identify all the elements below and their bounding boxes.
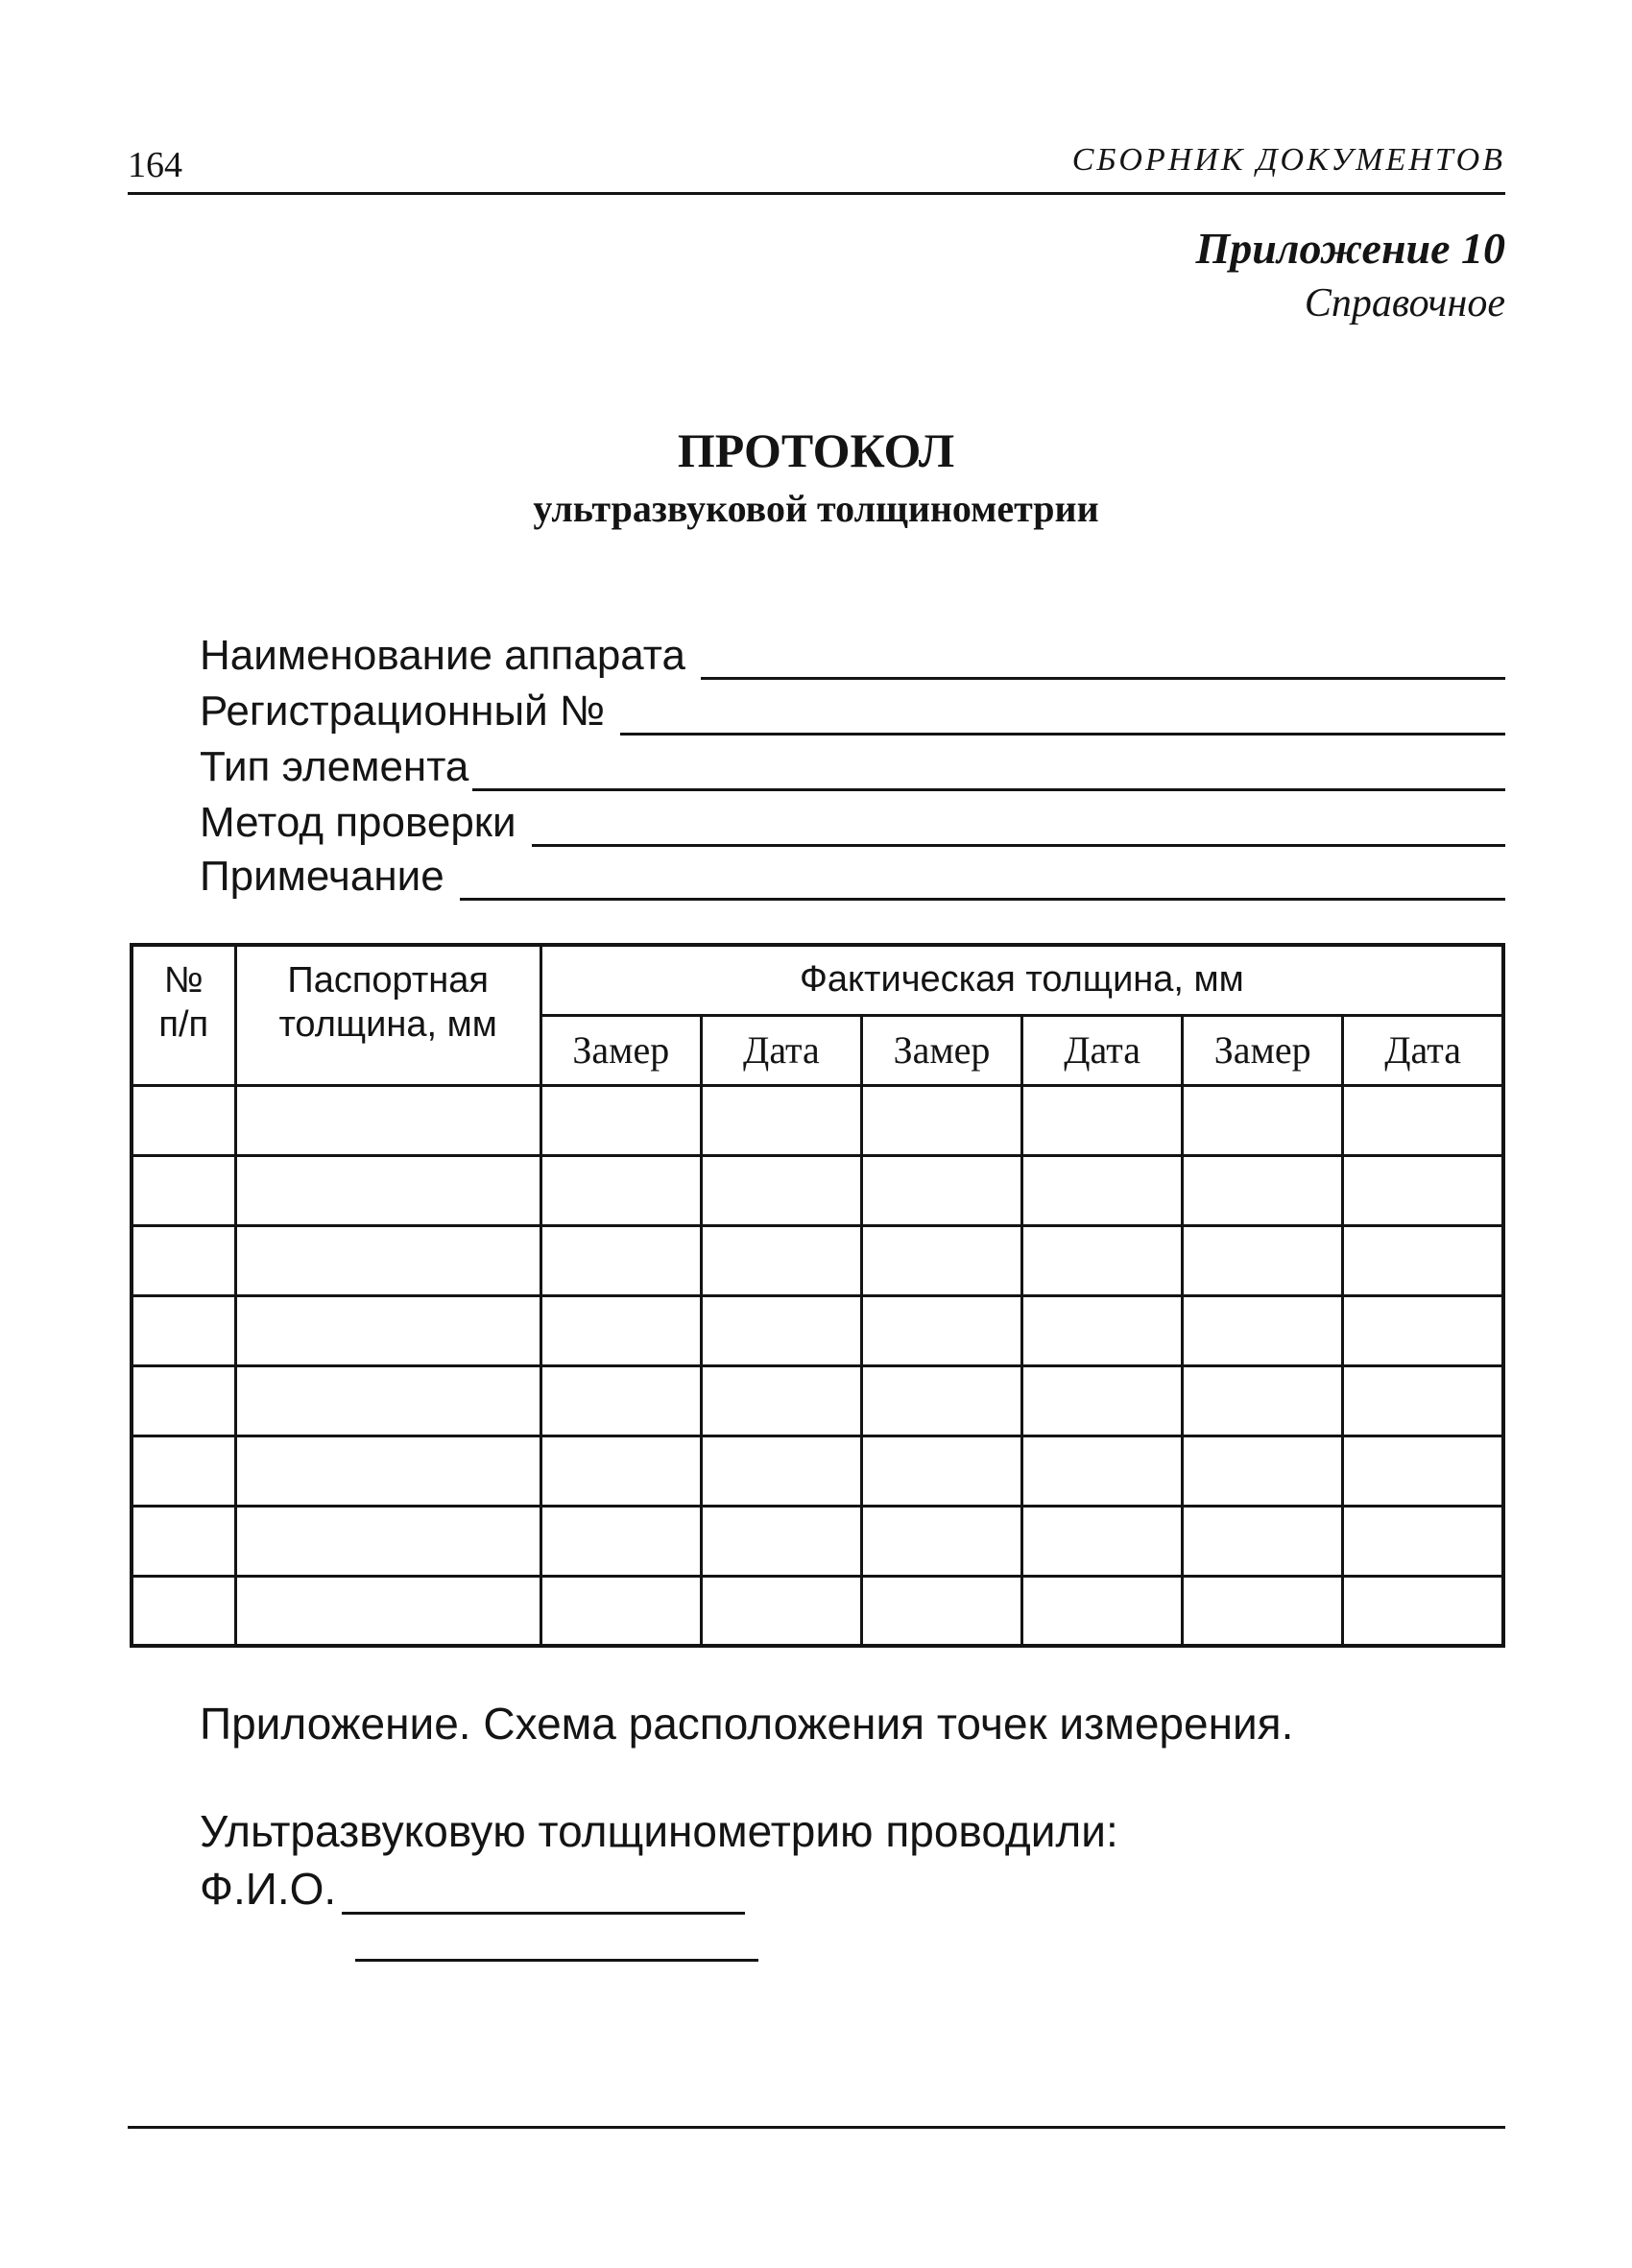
subheader-measurement: Замер [540,1015,701,1085]
table-cell[interactable] [1022,1506,1183,1576]
table-cell[interactable] [1343,1225,1503,1295]
table-cell[interactable] [540,1085,701,1155]
table-row [132,1295,1503,1365]
field-input-line[interactable] [620,690,1505,736]
table-cell[interactable] [1183,1506,1343,1576]
table-row [132,1225,1503,1295]
document-subtitle: ультразвуковой толщинометрии [533,487,1099,530]
table-cell[interactable] [540,1436,701,1506]
table-cell[interactable] [1183,1576,1343,1646]
subheader-measurement: Замер [1183,1015,1343,1085]
table-cell[interactable] [235,1295,540,1365]
field-label: Тип элемента [200,743,469,790]
field-registration-number [200,684,1505,736]
header-actual-thickness: Фактическая толщина, мм [540,945,1503,1015]
field-input-line[interactable] [472,746,1505,791]
table-cell[interactable] [861,1576,1021,1646]
field-input-line[interactable] [460,856,1505,901]
table-cell[interactable] [1022,1576,1183,1646]
table-cell[interactable] [1343,1506,1503,1576]
table-cell[interactable] [235,1576,540,1646]
table-cell[interactable] [701,1295,861,1365]
table-cell[interactable] [1343,1155,1503,1225]
field-label: Регистрационный № [200,688,606,735]
table-cell[interactable] [1183,1436,1343,1506]
table-cell[interactable] [540,1225,701,1295]
table-cell[interactable] [540,1295,701,1365]
header-number-line1: № [163,960,204,1001]
table-body [132,1085,1503,1646]
table-cell[interactable] [132,1155,235,1225]
table-cell[interactable] [235,1436,540,1506]
performed-by-label: Ультразвуковую толщинометрию проводили: [200,1806,1118,1856]
table-row [132,1155,1503,1225]
table-cell[interactable] [1022,1085,1183,1155]
table-row [132,1506,1503,1576]
field-label: Наименование аппарата [200,632,685,679]
table-cell[interactable] [235,1155,540,1225]
field-test-method [200,795,1505,847]
table-cell[interactable] [1343,1365,1503,1436]
header-passport-line2: толщина, мм [278,1004,497,1045]
table-cell[interactable] [861,1365,1021,1436]
table-cell[interactable] [1022,1295,1183,1365]
footer-rule [128,2126,1505,2129]
table-cell[interactable] [1343,1436,1503,1506]
table-cell[interactable] [1022,1365,1183,1436]
table-cell[interactable] [701,1436,861,1506]
appendix-type: Справочное [1304,281,1505,326]
page-number: 164 [128,145,182,185]
table-cell[interactable] [701,1155,861,1225]
table-cell[interactable] [861,1085,1021,1155]
table-cell[interactable] [235,1085,540,1155]
table-cell[interactable] [235,1225,540,1295]
thickness-table [130,943,1505,1648]
table-cell[interactable] [861,1295,1021,1365]
fio-input-line[interactable] [342,1866,745,1915]
header-passport-line1: Паспортная [287,960,489,1001]
table-cell[interactable] [701,1225,861,1295]
subheader-date: Дата [1343,1015,1503,1085]
fio-label: Ф.И.О. [200,1864,337,1914]
table-cell[interactable] [235,1506,540,1576]
table-header-row [132,945,1503,1015]
table-cell[interactable] [132,1295,235,1365]
table-cell[interactable] [235,1365,540,1436]
table-cell[interactable] [132,1576,235,1646]
table-cell[interactable] [132,1436,235,1506]
document-title: ПРОТОКОЛ [677,423,955,477]
field-input-line[interactable] [701,635,1505,680]
field-label: Примечание [200,853,444,900]
table-cell[interactable] [540,1365,701,1436]
running-head: СБОРНИК ДОКУМЕНТОВ [1071,142,1505,178]
attachment-note: Приложение. Схема расположения точек измерения. [200,1699,1294,1749]
table-cell[interactable] [701,1506,861,1576]
table-cell[interactable] [132,1225,235,1295]
second-signature-line[interactable] [355,1959,758,1962]
table-cell[interactable] [701,1085,861,1155]
table-cell[interactable] [540,1576,701,1646]
table-cell[interactable] [861,1506,1021,1576]
table-cell[interactable] [1183,1155,1343,1225]
table-row [132,1576,1503,1646]
table-cell[interactable] [861,1436,1021,1506]
table-cell[interactable] [861,1155,1021,1225]
table-cell[interactable] [701,1576,861,1646]
table-cell[interactable] [540,1155,701,1225]
field-label: Метод проверки [200,799,516,846]
fio-field [200,1861,745,1915]
appendix-label: Приложение 10 [1195,224,1505,273]
table-cell[interactable] [540,1506,701,1576]
table-cell[interactable] [1022,1225,1183,1295]
field-element-type [200,739,1505,791]
header-rule [128,192,1505,195]
field-input-line[interactable] [532,802,1505,847]
table-cell[interactable] [132,1365,235,1436]
field-apparatus-name [200,628,1505,680]
header-number [132,945,235,1085]
table-row [132,1365,1503,1436]
table-cell[interactable] [1022,1436,1183,1506]
subheader-date: Дата [701,1015,861,1085]
table-cell[interactable] [1183,1295,1343,1365]
table-row [132,1436,1503,1506]
table-cell[interactable] [1343,1295,1503,1365]
table-cell[interactable] [1183,1225,1343,1295]
header-passport-thickness [235,945,540,1085]
table-cell[interactable] [1343,1576,1503,1646]
subheader-date: Дата [1022,1015,1183,1085]
table-cell[interactable] [1183,1365,1343,1436]
table-cell[interactable] [701,1365,861,1436]
table-cell[interactable] [132,1085,235,1155]
table-cell[interactable] [1183,1085,1343,1155]
table-cell[interactable] [861,1225,1021,1295]
table-cell[interactable] [1343,1085,1503,1155]
table-row [132,1085,1503,1155]
field-note [200,849,1505,901]
subheader-measurement: Замер [861,1015,1021,1085]
table-cell[interactable] [132,1506,235,1576]
table-cell[interactable] [1022,1155,1183,1225]
header-number-line2: п/п [158,1004,209,1045]
